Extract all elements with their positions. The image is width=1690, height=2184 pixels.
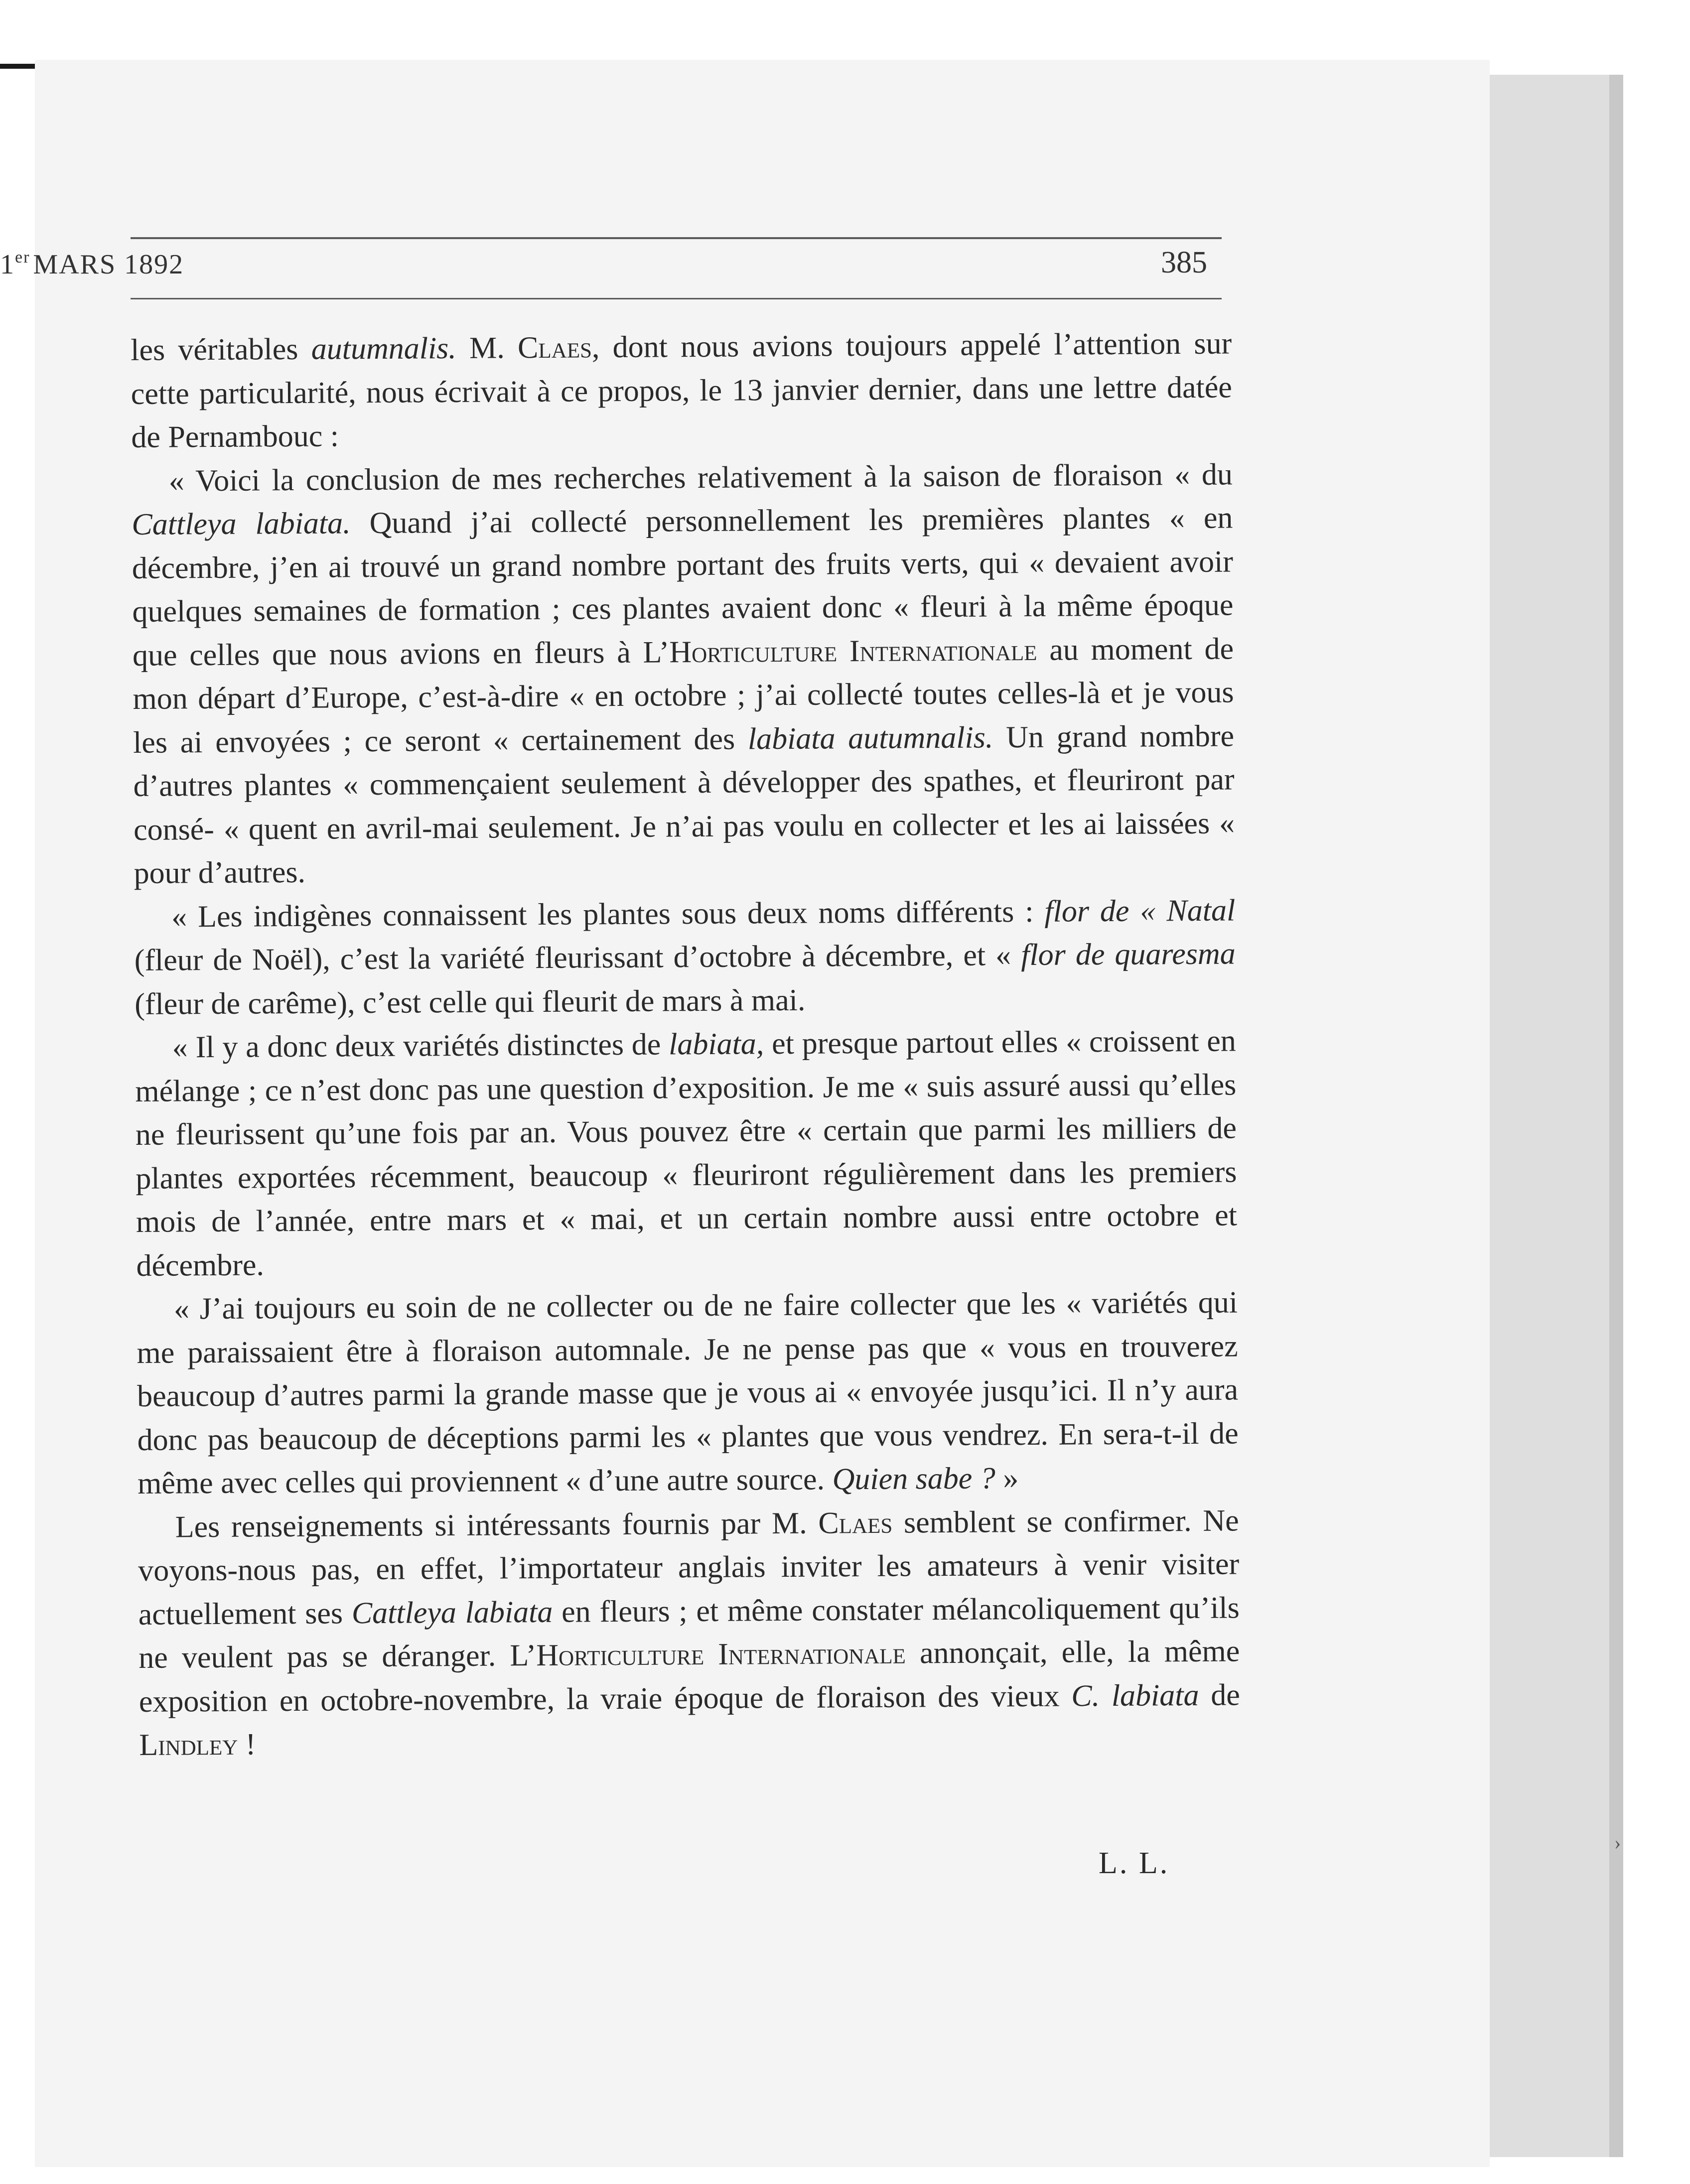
header-rule-bottom (131, 298, 1222, 299)
article-body (131, 322, 1241, 1767)
paragraph-1: les véritables autumnalis. M. Claes, dont nous avions toujours appelé l’attention sur cette particularité, nous écrivait à ce propos, le 13 janvier dernier, dans une lettre datée de Pernambouc : (131, 326, 1232, 454)
quote-paragraph-4: « J’ai toujours eu soin de ne collecter ou de ne faire collecter que les « variétés qui me paraissaient être à floraison automnale. Je ne pense pas que « vous en trouverez beaucoup d’autres parmi la grande masse que je vous ai « envoyée jusqu’ici. Il n’y aura donc pas beaucoup de déceptions parmi les « plantes que vous vendrez. En sera-t-il de même avec celles qui proviennent « d’une autre source. Quien sabe ? » (137, 1285, 1239, 1501)
quote-paragraph-2: « Les indigènes connaissent les plantes sous deux noms différents : flor de « Natal (fleur de Noël), c’est la variété fleurissant d’octobre à décembre, et « flor de quaresma (fleur de carême), c’est celle qui fleurit de mars à mai. (134, 893, 1236, 1021)
page-number: 385 (1161, 246, 1207, 279)
margin-mark: › (1614, 1831, 1621, 1854)
closing-paragraph: Les renseignements si intéressants fournis par M. Claes semblent se confirmer. Ne voyons-nous pas, en effet, l’importateur anglais inviter les amateurs à venir visiter actuellement ses Cattleya labiata en fleurs ; et même constater mélancoliquement qu’ils ne veulent pas se déranger. L’Horticulture Internationale annonçait, elle, la même exposition en octobre-novembre, la vraie époque de floraison des vieux C. labiata de Lindley ! (138, 1503, 1240, 1762)
running-head-date: 1er MARS 1892 (0, 248, 184, 280)
quote-paragraph-3: « Il y a donc deux variétés distinctes de labiata, et presque partout elles « croissent en mélange ; ce n’est donc pas une question d’exposition. Je me « suis assuré aussi qu’elles ne fleurissent qu’une fois par an. Vous pouvez être « certain que parmi les milliers de plantes exportées récemment, beaucoup « fleuriront régulièrement dans les premiers mois de l’année, entre mars et « mai, et un certain nombre aussi entre octobre et décembre. (135, 1024, 1238, 1283)
header-rule-top (131, 237, 1222, 239)
date-superscript: er (15, 248, 30, 267)
quote-paragraph-1: « Voici la conclusion de mes recherches relativement à la saison de floraison « du Cattleya labiata. Quand j’ai collecté personnellement les premières plantes « en décembre, j’en ai trouvé un grand nombre portant des fruits verts, qui « devaient avoir quelques semaines de formation ; ces plantes avaient donc « fleuri à la même époque que celles que nous avions en fleurs à L’Horticulture Internationale au moment de mon départ d’Europe, c’est-à-dire « en octobre ; j’ai collecté toutes celles-là et je vous les ai envoyées ; ce seront « certainement des labiata autumnalis. Un grand nombre d’autres plantes « commençaient seulement à développer des spathes, et fleuriront par consé- « quent en avril-mai seulement. Je n’ai pas voulu en collecter et les ai laissées « pour d’autres. (132, 457, 1235, 890)
author-signature: L. L. (1099, 1846, 1170, 1880)
